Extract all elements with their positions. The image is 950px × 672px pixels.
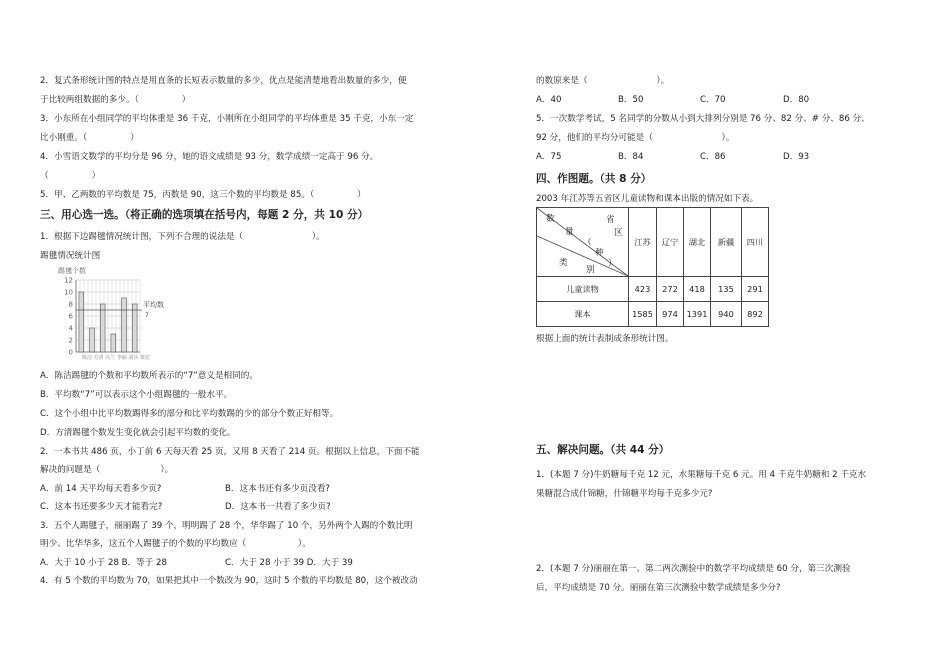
tf-q2-line1: 2．复式条形统计图的特点是用直条的长短表示数量的多少，优点是能清楚地看出数量的多少，便	[40, 76, 407, 86]
q2-option-a: A．前 14 天平均每天看多少页?	[40, 484, 162, 494]
table-col-header: 辽宁	[657, 208, 684, 277]
table-col-header: 四川	[742, 208, 769, 277]
section5-title: 五、解决问题。（共 44 分）	[536, 444, 670, 456]
tf-q4-line2: （ ）	[40, 171, 101, 181]
table-cell: 1391	[684, 302, 711, 327]
choice-q1: 1．根据下边踢毽情况统计图，下列不合理的说法是（ ）。	[40, 232, 325, 242]
section3-title: 三、用心选一选。（将正确的选项填在括号内，每题 2 分，共 10 分）	[40, 209, 369, 221]
kick-chart	[58, 266, 178, 362]
chart-title: 踢毽情况统计图	[40, 251, 101, 261]
table-cell: 974	[657, 302, 684, 327]
y-tick-label: 10	[64, 288, 73, 297]
x-tick-labels: 陈洁 方清 冯兰 李丽 刘兵 梁宏	[82, 355, 150, 361]
tf-q3-line2: 比小刚重。（ ）	[40, 133, 139, 143]
tf-q5: 5．甲、乙两数的平均数是 75，丙数是 90，这三个数的平均数是 85。（ ）	[40, 190, 366, 200]
problem1-line1: 1．(本题 7 分)牛奶糖每千克 12 元，水果糖每千克 6 元。用 4 千克牛奶糖和 2 千克水	[536, 470, 867, 480]
table-col-header: 江苏	[629, 208, 657, 277]
average-label: 平均数	[143, 301, 164, 309]
table-cell: 423	[629, 277, 657, 302]
table-cell: 291	[742, 277, 769, 302]
q5-option-c: C．86	[700, 152, 726, 162]
average-value-label: 7	[145, 312, 149, 319]
y-tick-label: 12	[64, 276, 73, 285]
choice-q3-line1: 3．五个人踢毽子，丽丽踢了 39 个，明明踢了 28 个，华华踢了 10 个，另外两个人踢的个数比明	[40, 521, 413, 531]
table-cell: 272	[657, 277, 684, 302]
choice-q5-line1: 5．一次数学考试，5 名同学的分数从小到大排列分别是 76 分、82 分、# 分、86 分、	[536, 114, 870, 124]
table-row	[537, 302, 769, 327]
q2-option-d: D．这本书一共看了多少页?	[225, 502, 331, 512]
choice-q2-line1: 2．一本书共 486 页，小丁前 6 天每天看 25 页，又用 8 天看了 214 页。根据以上信息，下面不能	[40, 447, 420, 457]
q1-option-a: A．陈洁踢毽的个数和平均数所表示的“7”意义是相同的。	[40, 371, 258, 381]
tf-q3-line1: 3．小东所在小组同学的平均体重是 36 千克，小刚所在小组同学的平均体重是 35 千克，小东一定	[40, 114, 414, 124]
section4-after: 根据上面的统计表制成条形统计图。	[536, 334, 674, 344]
table-row-label: 课本	[537, 302, 629, 327]
table-row-label: 儿童读物	[537, 277, 629, 302]
problem2-line1: 2．(本题 7 分)丽丽在第一、第二两次测验中的数学平均成绩是 60 分，第三次测验	[536, 564, 851, 574]
q4-option-a: A．40	[536, 95, 562, 105]
problem1-line2: 果糖混合成什锦糖，什锦糖平均每千克多少元?	[536, 489, 713, 499]
q2-option-c: C．这本书还要多少天才能看完?	[40, 502, 163, 512]
table-cell: 135	[711, 277, 742, 302]
y-tick-label: 8	[68, 300, 73, 309]
choice-q4-line2: 的数原来是（ ）。	[536, 76, 670, 86]
chart-bar	[132, 304, 137, 352]
q5-option-d: D．93	[783, 152, 810, 162]
choice-q3-line2: 明少、比华华多，这五个人踢毽子的个数的平均数应（ ）。	[40, 539, 311, 549]
tf-q4-line1: 4．小雪语文数学的平均分是 96 分，她的语文成绩是 93 分，数学成绩一定高于 96 分。	[40, 152, 379, 162]
tf-q2-line2: 于比较两组数据的多少。（ ）	[40, 95, 191, 105]
q5-option-b: B．84	[618, 152, 644, 162]
q4-option-b: B．50	[618, 95, 644, 105]
chart-ylabel: 踢毽个数	[58, 267, 86, 275]
section4-title: 四、作图题。（共 8 分）	[536, 173, 652, 185]
choice-q2-line2: 解决的问题是（ ）。	[40, 465, 174, 475]
q4-option-d: D．80	[783, 95, 810, 105]
q5-option-a: A．75	[536, 152, 562, 162]
q3-option-cd: C．大于 28 小于 39 D．大于 39	[225, 558, 353, 568]
table-row	[537, 277, 769, 302]
chart-bar	[100, 304, 105, 352]
table-col-header: 新疆	[711, 208, 742, 277]
chart-bar	[79, 292, 84, 352]
y-tick-label: 2	[68, 336, 73, 345]
q4-option-c: C．70	[700, 95, 726, 105]
table-cell: 940	[711, 302, 742, 327]
q2-option-b: B．这本书还有多少页没看?	[225, 484, 330, 494]
choice-q5-line2: 92 分，他们的平均分可能是（ ）。	[536, 133, 735, 143]
chart-bar	[111, 334, 116, 352]
q3-option-ab: A．大于 10 小于 28 B．等于 28	[40, 558, 167, 568]
q1-option-b: B．平均数“7”可以表示这个小组踢毽的一般水平。	[40, 390, 233, 400]
publication-table	[536, 207, 769, 327]
y-tick-label: 0	[68, 348, 73, 357]
q1-option-c: C．这个小组中比平均数踢得多的部分和比平均数踢的少的部分个数正好相等。	[40, 409, 339, 419]
chart-bar	[122, 298, 127, 352]
table-cell: 892	[742, 302, 769, 327]
choice-q4-line1: 4．有 5 个数的平均数为 70，如果把其中一个数改为 90，这时 5 个数的平均数是 80，这个被改动	[40, 576, 418, 586]
chart-bar	[90, 328, 95, 352]
y-tick-label: 4	[68, 324, 73, 333]
table-corner-cell: 数 量 （ 种 ） 省 区 类 别	[537, 208, 629, 277]
section4-text: 2003 年江苏等五省区儿童读物和课本出版的情况如下表。	[536, 194, 759, 204]
table-col-header: 湖北	[684, 208, 711, 277]
table-cell: 418	[684, 277, 711, 302]
problem2-line2: 后，平均成绩是 70 分。丽丽在第三次测验中数学成绩是多少分?	[536, 583, 781, 593]
table-cell: 1585	[629, 302, 657, 327]
q1-option-d: D．方清踢毽个数发生变化就会引起平均数的变化。	[40, 428, 236, 438]
y-tick-label: 6	[68, 312, 73, 321]
